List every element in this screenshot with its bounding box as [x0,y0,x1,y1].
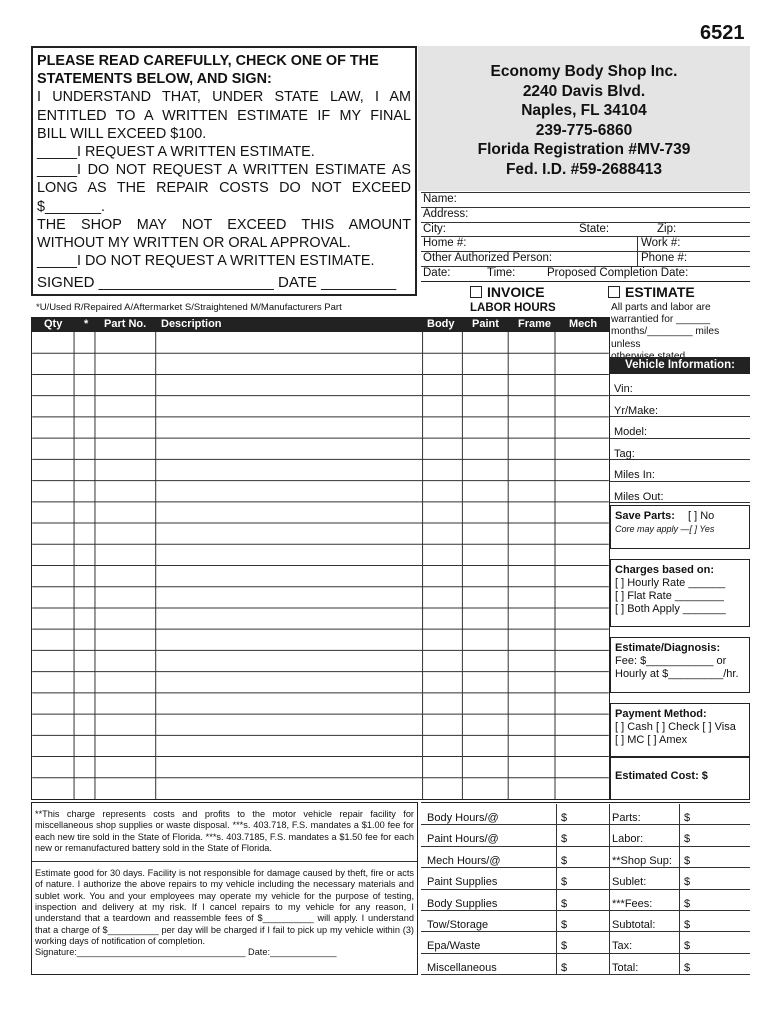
labor-cost-value[interactable]: $ [557,890,610,911]
payment-box: Payment Method: [ ] Cash [ ] Check [ ] Visa [ ] MC [ ] Amex [610,703,750,757]
warranty-text: All parts and labor are warrantied for ______ months/________ miles unless [611,302,720,350]
total-label: Parts: [610,804,680,825]
total-label: Tax: [610,932,680,953]
part-type-legend: *U/Used R/Repaired A/Aftermarket S/Straightened M/Manufacturers Part [36,302,342,313]
invoice-checkbox[interactable]: INVOICE [470,284,545,300]
total-label: **Shop Sup: [610,847,680,868]
statement-line-3: BILL WILL EXCEED $100. [37,125,207,142]
option-no-estimate-limit[interactable]: _____I DO NOT REQUEST A WRITTEN ESTIMATE AS [37,162,411,179]
labor-cost-value[interactable]: $ [557,954,610,975]
labor-cost-value[interactable]: $ [557,847,610,868]
total-value[interactable]: $ [680,847,750,868]
col-type: * [84,318,89,330]
total-value[interactable]: $ [680,890,750,911]
yr-make-field[interactable]: Yr/Make: [610,396,750,418]
customer-date-field[interactable]: Date: Time: Proposed Completion Date: [423,266,689,279]
payment-line-2[interactable]: [ ] MC [ ] Amex [615,734,688,746]
customer-work-label: Work #: [637,237,680,251]
diagnosis-hourly[interactable]: Hourly at $_________/hr. [615,668,739,680]
form-number: 6521 [700,22,745,44]
shop-registration: Florida Registration #MV-739 [477,141,691,158]
labor-cost-label: Tow/Storage [421,911,557,932]
invoice-check-icon [470,286,482,298]
option-limit-line-2: LONG AS THE REPAIR COSTS DO NOT EXCEED [37,180,411,197]
labor-cost-label: Epa/Waste [421,932,557,953]
save-parts-box: Save Parts: [ ] No Core may apply —[ ] Yes [610,505,750,549]
shop-city: Naples, FL 34104 [521,102,647,119]
labor-cost-value[interactable]: $ [557,825,610,846]
signed-date-line[interactable]: SIGNED _____________________ DATE _________ [37,274,397,291]
total-label: Sublet: [610,868,680,889]
labor-cost-value[interactable]: $ [557,804,610,825]
miles-out-field[interactable]: Miles Out: [610,482,750,504]
charge-note: **This charge represents costs and profits to the motor vehicle repair facility for miscellaneous shop supplies or waste disposal. ***s. 403.718, F.S. mandates a $1.00 fee for each new tire sold in the State of Florida. ***s. 403.7185, F.S. mandates a $1.50 fee for each new or remanufactured battery sold in the State of Florida. [35,809,414,853]
shop-name: Economy Body Shop Inc. [490,63,678,80]
col-paint: Paint [472,318,499,330]
vehicle-info-header: Vehicle Information: [610,357,750,374]
total-label: Subtotal: [610,911,680,932]
charges-box: Charges based on: [ ] Hourly Rate ______ [ ] Flat Rate ________ [ ] Both Apply _______ [610,559,750,627]
shop-phone: 239-775-6860 [535,121,633,139]
charge-both[interactable]: [ ] Both Apply _______ [615,603,726,615]
terms-divider [32,859,417,862]
statement-line-2: ENTITLED TO A WRITTEN ESTIMATE IF MY FINAL [37,107,411,124]
payment-line-1[interactable]: [ ] Cash [ ] Check [ ] Visa [615,721,736,733]
vin-field[interactable]: Vin: [610,374,750,396]
col-part-no: Part No. [104,318,147,330]
labor-cost-value[interactable]: $ [557,868,610,889]
statement-line-1: I UNDERSTAND THAT, UNDER STATE LAW, I AM [37,89,411,106]
shop-street: 2240 Davis Blvd. [522,82,646,100]
total-label: ***Fees: [610,890,680,911]
labor-hours-heading: LABOR HOURS [470,302,556,314]
customer-city-field[interactable]: City: State: Zip: [421,223,750,238]
shop-fed-id: Fed. I.D. #59-2688413 [506,160,662,178]
col-mech: Mech [569,318,598,330]
diagnosis-box: Estimate/Diagnosis: Fee: $___________ or Hourly at $_________/hr. [610,637,750,693]
total-value[interactable]: $ [680,868,750,889]
invoice-estimate-divider [421,281,750,282]
labor-cost-label: Paint Supplies [421,868,557,889]
statement-heading-2: STATEMENTS BELOW, AND SIGN: [37,71,272,88]
estimate-checkbox[interactable]: ESTIMATE [608,284,695,300]
customer-other-field[interactable]: Other Authorized Person: Phone #: [421,252,750,267]
shop-info [418,46,750,191]
customer-state-label: State: [579,222,610,235]
tag-field[interactable]: Tag: [610,439,750,461]
labor-cost-value[interactable]: $ [557,932,610,953]
total-label: Labor: [610,825,680,846]
save-parts-no[interactable]: [ ] No [688,510,715,522]
miles-in-field[interactable]: Miles In: [610,460,750,482]
customer-phone-label: Phone #: [637,252,687,266]
customer-home-field[interactable]: Home #: Work #: [421,237,750,252]
option-no-estimate[interactable]: _____I DO NOT REQUEST A WRITTEN ESTIMATE. [37,253,375,270]
labor-cost-label: Paint Hours/@ [421,825,557,846]
col-qty: Qty [44,318,63,330]
labor-cost-value[interactable]: $ [557,911,610,932]
estimate-check-icon [608,286,620,298]
line-items-grid[interactable] [31,331,610,800]
customer-address-field[interactable]: Address: [421,208,750,223]
option-request-estimate[interactable]: _____I REQUEST A WRITTEN ESTIMATE. [37,144,315,161]
labor-cost-label: Body Hours/@ [421,804,557,825]
estimated-cost-box: Estimated Cost: $ [610,757,750,800]
estimate-statement-box [31,46,417,296]
total-label: Total: [610,954,680,975]
terms-text: Estimate good for 30 days. Facility is not responsible for damage caused by theft, fire or acts of nature. I authorize the above repairs to my vehicle including the necessary materials and sublet work. You and your employees may operate my vehicle for the purpose of testing, inspection and delivery at my risk. If I cancel repairs to my vehicle for any reason, I understand that a teardown and reassemble fees of $__________ will apply. I understand that a charge of $__________ per day will be charged if I fail to pick up my vehicle within (3) working days of notification of completion. [35,868,414,946]
terms-signature[interactable]: Signature:_________________________________ Date:_____________ [35,947,337,958]
labor-cost-label: Body Supplies [421,890,557,911]
labor-cost-label: Mech Hours/@ [421,847,557,868]
charge-hourly[interactable]: [ ] Hourly Rate ______ [615,577,726,589]
col-frame: Frame [518,318,552,330]
terms-box [31,802,418,975]
option-limit-line-5: WITHOUT MY WRITTEN OR ORAL APPROVAL. [37,235,351,252]
charge-flat[interactable]: [ ] Flat Rate ________ [615,590,724,602]
total-value[interactable]: $ [680,825,750,846]
labor-cost-label: Miscellaneous [421,954,557,975]
total-value[interactable]: $ [680,932,750,953]
col-body: Body [427,318,455,330]
diagnosis-fee[interactable]: Fee: $___________ or [615,655,727,667]
option-limit-line-4: THE SHOP MAY NOT EXCEED THIS AMOUNT [37,216,411,233]
total-value[interactable]: $ [680,804,750,825]
model-field[interactable]: Model: [610,417,750,439]
customer-time-label: Time: [487,266,516,279]
customer-name-field[interactable]: Name: [421,192,750,208]
col-description: Description [161,318,222,330]
proposed-completion-label: Proposed Completion Date: [547,266,689,279]
total-value[interactable]: $ [680,954,750,975]
customer-zip-label: Zip: [657,222,677,235]
save-parts-yes[interactable]: Core may apply —[ ] Yes [615,524,715,534]
total-value[interactable]: $ [680,911,750,932]
option-limit-amount[interactable]: $_______. [37,198,106,215]
line-items-header [31,317,610,331]
customer-info [421,192,750,281]
statement-heading-1: PLEASE READ CAREFULLY, CHECK ONE OF THE [37,53,379,69]
